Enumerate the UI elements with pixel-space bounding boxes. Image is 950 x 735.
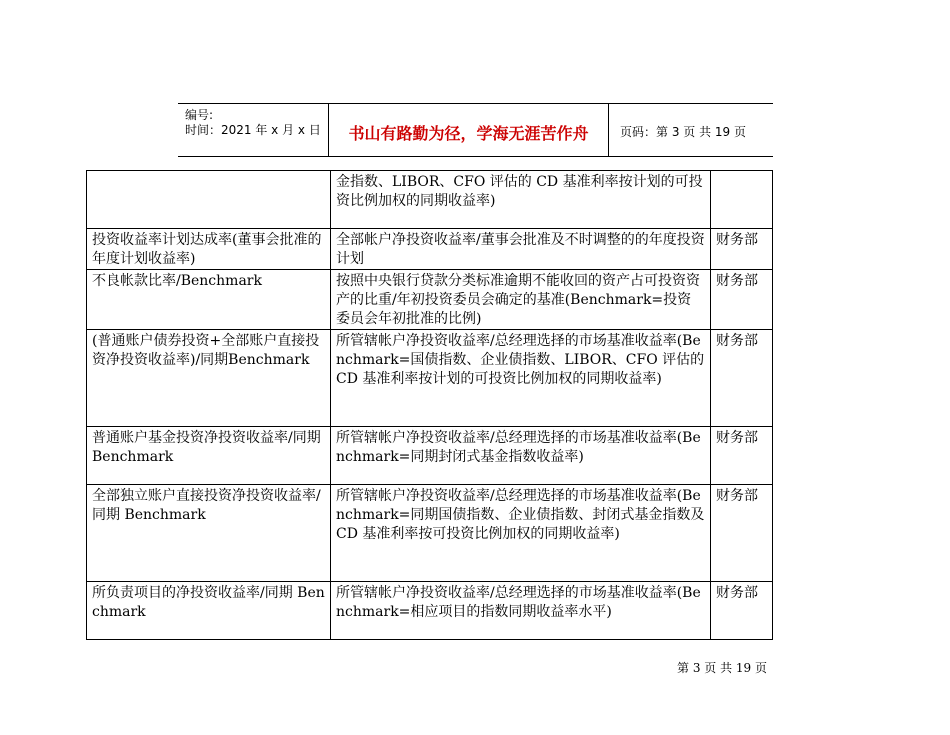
department-cell [711, 171, 773, 229]
table-row [87, 485, 773, 582]
indicator-cell: 不良帐款比率/Benchmark [87, 270, 331, 330]
document-time-label: 时间：2021 年 x 月 x 日 [185, 123, 321, 137]
indicator-cell: 普通账户基金投资净投资收益率/同期 Benchmark [87, 427, 331, 485]
indicator-cell [87, 171, 331, 229]
indicator-cell: 投资收益率计划达成率(董事会批准的年度计划收益率) [87, 229, 331, 270]
formula-cell: 全部帐户净投资收益率/董事会批准及不时调整的的年度投资计划 [331, 229, 711, 270]
department-cell: 财务部 [711, 485, 773, 582]
indicator-cell: (普通账户债券投资+全部账户直接投资净投资收益率)/同期Benchmark [87, 330, 331, 427]
department-cell: 财务部 [711, 582, 773, 640]
table-row [87, 427, 773, 485]
indicator-cell: 全部独立账户直接投资净投资收益率/同期 Benchmark [87, 485, 331, 582]
kpi-table [86, 170, 773, 640]
formula-cell: 所管辖帐户净投资收益率/总经理选择的市场基准收益率(Benchmark=同期封闭式基金指数收益率) [331, 427, 711, 485]
table-row [87, 171, 773, 229]
page-footer: 第 3 页 共 19 页 [677, 661, 767, 675]
table-row [87, 582, 773, 640]
table-row [87, 270, 773, 330]
department-cell: 财务部 [711, 330, 773, 427]
department-cell: 财务部 [711, 427, 773, 485]
formula-cell: 金指数、LIBOR、CFO 评估的 CD 基准利率按计划的可投资比例加权的同期收益率) [331, 171, 711, 229]
indicator-cell: 所负责项目的净投资收益率/同期 Benchmark [87, 582, 331, 640]
page-header [178, 103, 773, 157]
header-divider [608, 104, 609, 156]
header-page-info: 页码：第 3 页 共 19 页 [620, 125, 746, 139]
header-motto: 书山有路勤为径，学海无涯苦作舟 [348, 124, 589, 143]
department-cell: 财务部 [711, 229, 773, 270]
formula-cell: 所管辖帐户净投资收益率/总经理选择的市场基准收益率(Benchmark=相应项目的指数同期收益率水平) [331, 582, 711, 640]
header-meta [185, 108, 321, 138]
document-number-label: 编号: [185, 108, 214, 122]
table-row [87, 229, 773, 270]
formula-cell: 所管辖帐户净投资收益率/总经理选择的市场基准收益率(Benchmark=国债指数、企业债指数、LIBOR、CFO 评估的 CD 基准利率按计划的可投资比例加权的同期收益率) [331, 330, 711, 427]
formula-cell: 按照中央银行贷款分类标准逾期不能收回的资产占可投资资产的比重/年初投资委员会确定的基准(Benchmark=投资委员会年初批准的比例) [331, 270, 711, 330]
formula-cell: 所管辖帐户净投资收益率/总经理选择的市场基准收益率(Benchmark=同期国债指数、企业债指数、封闭式基金指数及 CD 基准利率按可投资比例加权的同期收益率) [331, 485, 711, 582]
table-row [87, 330, 773, 427]
department-cell: 财务部 [711, 270, 773, 330]
